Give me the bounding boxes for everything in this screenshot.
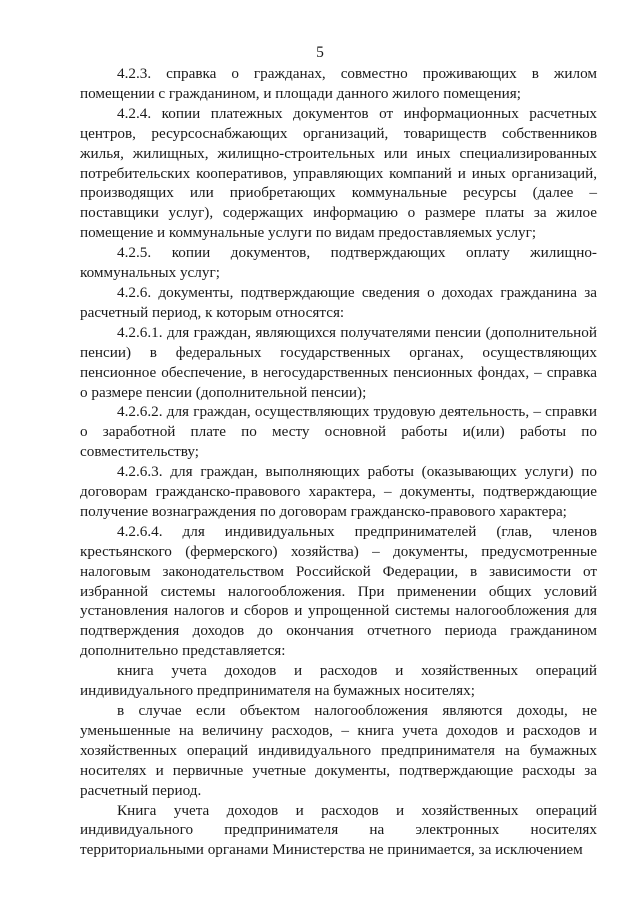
paragraph-4-2-5: 4.2.5. копии документов, подтверждающих оплату жилищно-коммунальных услуг;	[80, 244, 597, 282]
paragraph-4-2-3: 4.2.3. справка о гражданах, совместно проживающих в жилом помещении с гражданином, и площади данного жилого помещения;	[80, 65, 597, 102]
paragraph-taxation-case: в случае если объектом налогообложения являются доходы, не уменьшенные на величину расходов, – книга учета доходов и расходов и хозяйственных операций индивидуального предпринимателя на бумажных носителях и первичные учетные документы, подтверждающие расходы за расчетный период.	[80, 702, 597, 799]
paragraph-4-2-6: 4.2.6. документы, подтверждающие сведения о доходах гражданина за расчетный период, к которым относятся:	[80, 283, 597, 321]
paragraph-4-2-6-2: 4.2.6.2. для граждан, осуществляющих трудовую деятельность, – справки о заработной плате по месту основной работы и(или) работы по совместительству;	[80, 403, 597, 461]
paragraph-4-2-6-4: 4.2.6.4. для индивидуальных предпринимателей (глав, членов крестьянского (фермерского) хозяйства) – документы, предусмотренные налоговым законодательством Российской Федерации, в зависимости от избранной системы налогообложения. При применении общих условий установления налогов и сборов и упрощенной системы налогообложения для подтверждения доходов до окончания отчетного периода гражданином дополнительно представляется:	[80, 522, 597, 660]
paragraph-4-2-6-1: 4.2.6.1. для граждан, являющихся получателями пенсии (дополнительной пенсии) в федеральных государственных органах, осуществляющих пенсионное обеспечение, в негосударственных пенсионных фондах, – справка о размере пенсии (дополнительной пенсии);	[80, 323, 597, 401]
page-number: 5	[316, 44, 324, 61]
paragraph-income-book: книга учета доходов и расходов и хозяйственных операций индивидуального предпринимателя на бумажных носителях;	[80, 662, 597, 700]
paragraph-electronic-book: Книга учета доходов и расходов и хозяйственных операций индивидуального предпринимателя на электронных носителях территориальными органами Министерства не принимается, за исключением	[80, 801, 597, 859]
paragraph-4-2-4: 4.2.4. копии платежных документов от информационных расчетных центров, ресурсоснабжающих организаций, товариществ собственников жилья, жилищных, жилищно-строительных или иных специализированных потребительских кооперативов, управляющих компаний и иных организаций, производящих или приобретающих коммунальные ресурсы (далее – поставщики услуг), содержащих информацию о размере платы за жилое помещение и коммунальные услуги по видам предоставляемых услуг;	[80, 104, 597, 242]
document-body	[80, 64, 597, 860]
paragraph-4-2-6-3: 4.2.6.3. для граждан, выполняющих работы (оказывающих услуги) по договорам гражданско-правового характера, – документы, подтверждающие получение вознаграждения по договорам гражданско-правового характера;	[80, 463, 597, 520]
